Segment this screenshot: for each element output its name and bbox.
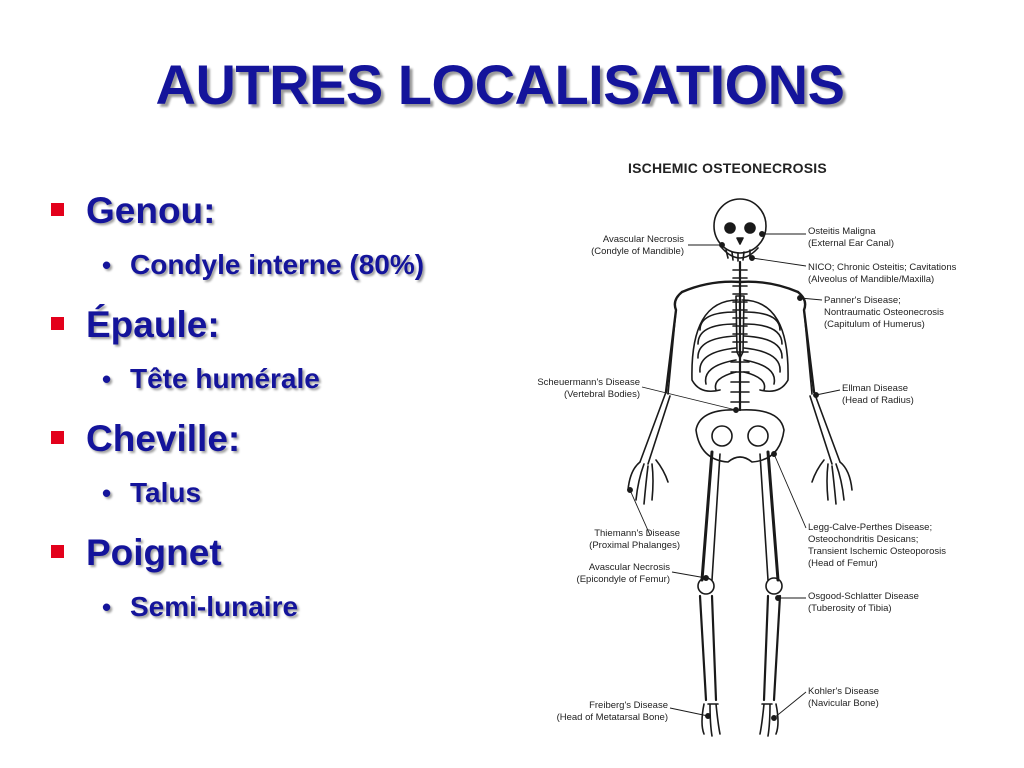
label-scheuermann-disease: Scheuermann's Disease (Vertebral Bodies): [537, 377, 640, 400]
dot-bullet-icon: •: [102, 478, 112, 508]
sub-bullet-label: Condyle interne (80%): [130, 249, 425, 280]
sub-bullet-item: [48, 579, 518, 641]
label-avascular-mandible: Avascular Necrosis (Condyle of Mandible): [591, 234, 684, 257]
label-avascular-femur: Avascular Necrosis (Epicondyle of Femur): [576, 562, 670, 585]
bullet-list: [48, 185, 518, 641]
sub-bullet-item: [48, 465, 518, 527]
pelvis: [696, 410, 784, 462]
label-panner-disease: Panner's Disease; Nontraumatic Osteonecrosis (Capitulum of Humerus): [824, 295, 944, 330]
dot-bullet-icon: •: [102, 592, 112, 622]
bullet-item: [48, 299, 518, 351]
bullet-label: Poignet: [86, 532, 222, 573]
square-bullet-icon: [51, 203, 64, 216]
bullet-item: [48, 527, 518, 579]
dot-bullet-icon: •: [102, 250, 112, 280]
label-kohler-disease: Kohler's Disease (Navicular Bone): [808, 686, 879, 709]
sub-bullet-item: [48, 351, 518, 413]
sub-bullet-item: [48, 237, 518, 299]
label-freiberg-disease: Freiberg's Disease (Head of Metatarsal Bone): [556, 700, 668, 723]
label-thiemann-disease: Thiemann's Disease (Proximal Phalanges): [589, 528, 680, 551]
bullet-label: Genou:: [86, 190, 216, 231]
dot-bullet-icon: •: [102, 364, 112, 394]
sub-bullet-label: Talus: [130, 477, 202, 508]
bullet-item: [48, 185, 518, 237]
figure-title: ISCHEMIC OSTEONECROSIS: [628, 160, 827, 176]
sub-bullet-label: Semi-lunaire: [130, 591, 299, 622]
sub-bullet-label: Tête humérale: [130, 363, 320, 394]
square-bullet-icon: [51, 317, 64, 330]
bullet-label: Épaule:: [86, 304, 220, 345]
label-ellman-disease: Ellman Disease (Head of Radius): [842, 383, 914, 406]
square-bullet-icon: [51, 431, 64, 444]
label-osgood-schlatter: Osgood-Schlatter Disease (Tuberosity of Tibia): [808, 591, 919, 614]
square-bullet-icon: [51, 545, 64, 558]
slide-title: AUTRES LOCALISATIONS: [155, 53, 845, 116]
label-legg-calve-perthes: Legg-Calve-Perthes Disease; Osteochondritis Desicans; Transient Ischemic Osteoporosis (Head of Femur): [808, 522, 946, 569]
bullet-label: Cheville:: [86, 418, 241, 459]
label-osteitis-maligna: Osteitis Maligna (External Ear Canal): [808, 226, 895, 249]
label-nico: NICO; Chronic Osteitis; Cavitations (Alveolus of Mandible/Maxilla): [808, 262, 957, 285]
bullet-item: [48, 413, 518, 465]
